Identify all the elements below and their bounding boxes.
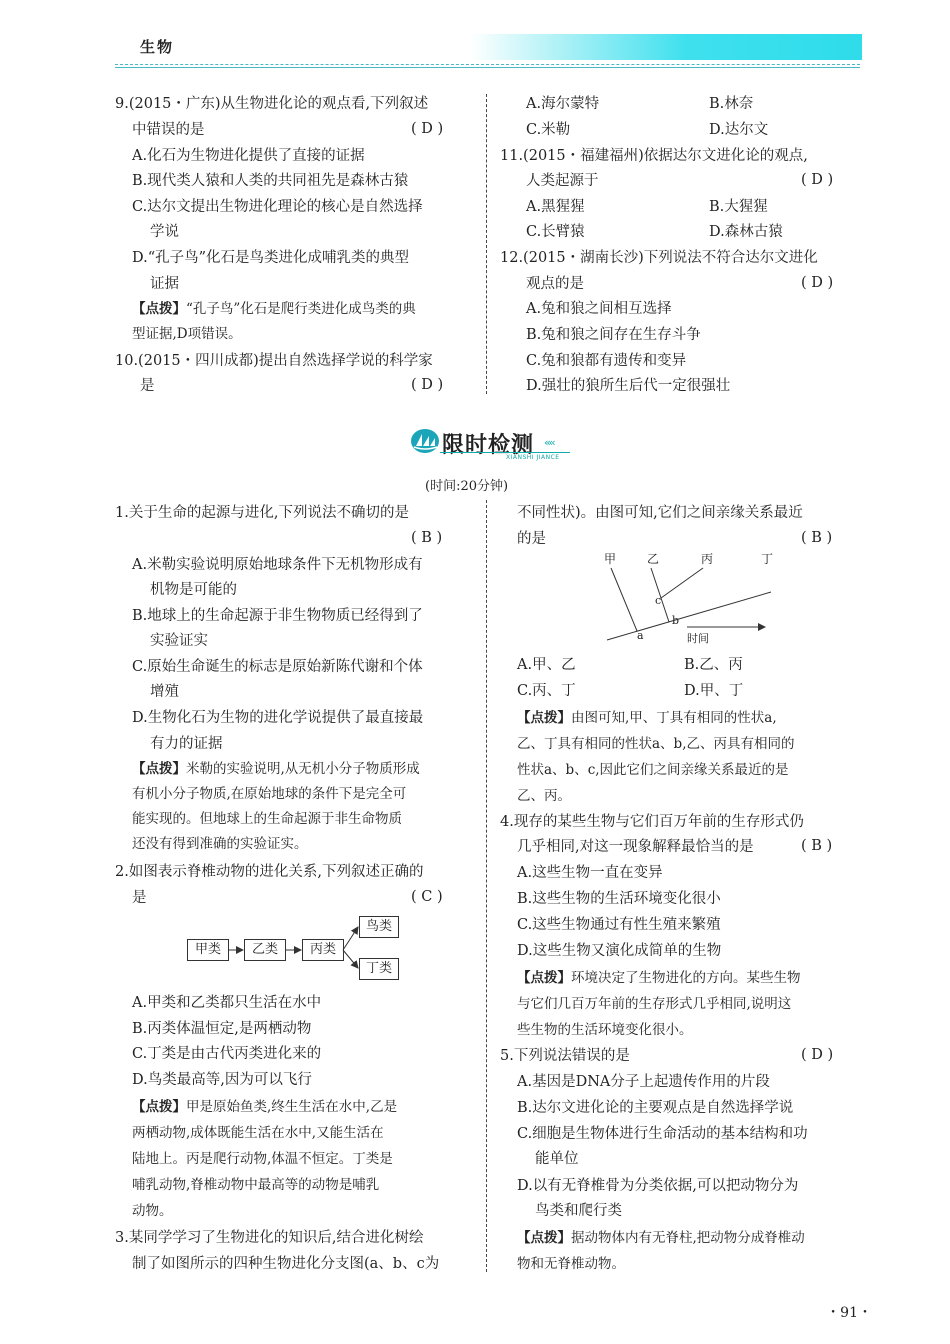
question-9-stem-cont: 中错误的是 <box>132 122 205 138</box>
flow-arrows <box>180 910 410 990</box>
question-9-tip-cont: 型证据,D项错误。 <box>132 326 242 342</box>
q4-tip-3: 些生物的生活环境变化很小。 <box>517 1022 693 1038</box>
time-limit: (时间:20分钟) <box>425 479 509 494</box>
question-9-answer: ( D ) <box>411 121 444 137</box>
q3-option-a: A.甲、乙 <box>517 657 576 673</box>
question-9-option-d-cont: 证据 <box>150 276 179 292</box>
tree-node-a: a <box>637 629 644 642</box>
q2-tip-2: 两栖动物,成体既能生活在水中,又能生活在 <box>132 1125 384 1141</box>
flow-box-niao: 鸟类 <box>359 916 399 938</box>
q3-stem-cont-3: 的是 <box>517 531 546 547</box>
q3-stem-cont-2: 不同性状)。由图可知,它们之间亲缘关系最近 <box>517 505 803 521</box>
subject-title: 生物 <box>140 38 175 56</box>
q2-tip-4: 哺乳动物,脊椎动物中最高等的动物是哺乳 <box>132 1177 380 1193</box>
q3-tip-3: 性状a、b、c,因此它们之间亲缘关系最近的是 <box>517 762 789 778</box>
flow-box-jia: 甲类 <box>187 939 229 961</box>
q3-tip-2: 乙、丁具有相同的性状a、b,乙、丙具有相同的 <box>517 736 795 752</box>
question-9-option-b: B.现代类人猿和人类的共同祖先是森林古猿 <box>132 173 409 189</box>
question-11-option-b: B.大猩猩 <box>709 199 768 215</box>
tree-label-jia: 甲 <box>604 552 617 566</box>
sailboat-logo-icon <box>410 428 440 454</box>
q4-stem: 4.现存的某些生物与它们百万年前的生存形式仍 <box>500 814 804 830</box>
q4-stem-cont: 几乎相同,对这一现象解释最恰当的是 <box>517 839 754 855</box>
question-11-stem: 11.(2015・福建福州)依据达尔文进化论的观点, <box>500 148 808 164</box>
question-12-option-d: D.强壮的狼所生后代一定很强壮 <box>526 378 731 394</box>
question-11-option-d: D.森林古猿 <box>709 224 783 240</box>
question-10-stem-cont: 是 <box>140 378 155 394</box>
flow-box-bing: 丙类 <box>302 939 344 961</box>
question-10-option-a: A.海尔蒙特 <box>526 96 600 112</box>
question-9-tip: 【点拨】“孔子鸟”化石是爬行类进化成鸟类的典 <box>132 301 416 317</box>
q1-option-a-cont: 机物是可能的 <box>150 582 237 598</box>
tip-label: 【点拨】 <box>517 1230 571 1246</box>
tree-node-b: b <box>672 614 680 627</box>
q2-tip: 【点拨】甲是原始鱼类,终生生活在水中,乙是 <box>132 1099 398 1115</box>
q2-option-c: C.丁类是由古代丙类进化来的 <box>132 1046 322 1062</box>
question-12-option-b: B.兔和狼之间存在生存斗争 <box>526 327 701 343</box>
question-12-stem-cont: 观点的是 <box>526 276 584 292</box>
q3-option-d: D.甲、丁 <box>684 683 744 699</box>
question-12-option-a: A.兔和狼之间相互选择 <box>526 301 672 317</box>
q1-tip-3: 能实现的。但地球上的生命起源于非生命物质 <box>132 811 402 827</box>
question-9-option-d: D.“孔子鸟”化石是鸟类进化成哺乳类的典型 <box>132 250 410 266</box>
question-11-answer: ( D ) <box>801 172 834 188</box>
tip-label: 【点拨】 <box>517 970 571 986</box>
q1-option-c: C.原始生命诞生的标志是原始新陈代谢和个体 <box>132 659 423 675</box>
tree-label-ding: 丁 <box>761 552 774 566</box>
q1-tip-2: 有机小分子物质,在原始地球的条件下是完全可 <box>132 786 407 802</box>
question-10-option-b: B.林奈 <box>709 96 754 112</box>
q1-option-b: B.地球上的生命起源于非生物物质已经得到了 <box>132 608 423 624</box>
q1-answer: ( B ) <box>411 530 443 546</box>
header-divider-solid <box>115 67 860 68</box>
q5-tip-2: 物和无脊椎动物。 <box>517 1256 625 1272</box>
question-12-option-c: C.兔和狼都有遗传和变异 <box>526 353 687 369</box>
question-9-option-c-cont: 学说 <box>150 224 179 240</box>
q1-option-c-cont: 增殖 <box>150 684 179 700</box>
question-9-stem: 9.(2015・广东)从生物进化论的观点看,下列叙述 <box>115 96 429 112</box>
q4-answer: ( B ) <box>801 838 833 854</box>
tree-label-yi: 乙 <box>647 552 660 566</box>
q5-stem: 5.下列说法错误的是 <box>500 1048 630 1064</box>
chevrons-icon: ‹‹‹‹ <box>544 436 554 449</box>
tree-node-c: c <box>655 594 662 607</box>
tip-label: 【点拨】 <box>517 710 571 726</box>
q3-answer: ( B ) <box>801 530 833 546</box>
q5-option-d-cont: 鸟类和爬行类 <box>535 1203 622 1219</box>
question-9-option-a: A.化石为生物进化提供了直接的证据 <box>132 148 365 164</box>
tree-branch-bing <box>661 568 703 598</box>
q3-tip-4: 乙、丙。 <box>517 788 571 804</box>
question-10-answer: ( D ) <box>411 377 444 393</box>
q3-option-c: C.丙、丁 <box>517 683 576 699</box>
q2-stem: 2.如图表示脊椎动物的进化关系,下列叙述正确的 <box>115 864 424 880</box>
question-9-option-c: C.达尔文提出生物进化理论的核心是自然选择 <box>132 199 423 215</box>
tree-label-bing: 丙 <box>701 552 714 566</box>
q5-answer: ( D ) <box>801 1047 834 1063</box>
header-divider <box>115 64 860 65</box>
q2-option-b: B.丙类体温恒定,是两栖动物 <box>132 1021 312 1037</box>
question-11-option-c: C.长臂猿 <box>526 224 585 240</box>
tip-label: 【点拨】 <box>132 761 186 777</box>
section-title: 限时检测 <box>442 432 535 458</box>
q1-tip: 【点拨】米勒的实验说明,从无机小分子物质形成 <box>132 761 420 777</box>
question-12-answer: ( D ) <box>801 275 834 291</box>
tip-label: 【点拨】 <box>132 301 186 317</box>
q1-option-d-cont: 有力的证据 <box>150 736 223 752</box>
header-decoration-bar <box>470 34 862 60</box>
q5-option-b: B.达尔文进化论的主要观点是自然选择学说 <box>517 1100 794 1116</box>
tip-label: 【点拨】 <box>132 1099 186 1115</box>
q4-option-d: D.这些生物又演化成简单的生物 <box>517 943 722 959</box>
q2-option-d: D.鸟类最高等,因为可以飞行 <box>132 1072 312 1088</box>
q4-tip-2: 与它们几百万年前的生存形式几乎相同,说明这 <box>517 996 792 1012</box>
q4-option-b: B.这些生物的生活环境变化很小 <box>517 891 721 907</box>
tree-time-label: 时间 <box>687 632 709 644</box>
question-12-stem: 12.(2015・湖南长沙)下列说法不符合达尔文进化 <box>500 250 818 266</box>
flow-box-yi: 乙类 <box>244 939 286 961</box>
q3-stem: 3.某同学学习了生物进化的知识后,结合进化树绘 <box>115 1230 424 1246</box>
q2-option-a: A.甲类和乙类都只生活在水中 <box>132 995 322 1011</box>
column-divider-bottom <box>486 500 487 1272</box>
question-10-option-d: D.达尔文 <box>709 122 769 138</box>
section-heading <box>410 426 570 462</box>
section-pinyin: XIANSHI JIANCE <box>506 454 560 461</box>
q4-option-a: A.这些生物一直在变异 <box>517 865 663 881</box>
flow-box-ding: 丁类 <box>359 958 399 980</box>
question-10-stem: 10.(2015・四川成都)提出自然选择学说的科学家 <box>115 353 433 369</box>
q1-option-d: D.生物化石为生物的进化学说提供了最直接最 <box>132 710 424 726</box>
q2-answer: ( C ) <box>411 889 443 905</box>
page-number: ・91・ <box>826 1305 872 1321</box>
q5-option-c: C.细胞是生物体进行生命活动的基本结构和功 <box>517 1126 808 1142</box>
tree-branch-jia <box>611 568 637 631</box>
q2-tip-3: 陆地上。丙是爬行动物,体温不恒定。丁类是 <box>132 1151 393 1167</box>
q2-tip-5: 动物。 <box>132 1203 173 1219</box>
q1-stem: 1.关于生命的起源与进化,下列说法不确切的是 <box>115 505 409 521</box>
column-divider-top <box>486 94 487 394</box>
q1-tip-4: 还没有得到准确的实验证实。 <box>132 836 308 852</box>
q2-stem-cont: 是 <box>132 890 147 906</box>
question-11-stem-cont: 人类起源于 <box>526 173 599 189</box>
q3-tip: 【点拨】由图可知,甲、丁具有相同的性状a, <box>517 710 777 726</box>
question-11-option-a: A.黑猩猩 <box>526 199 585 215</box>
evolution-tree-diagram <box>595 552 785 644</box>
q3-stem-cont: 制了如图所示的四种生物进化分支图(a、b、c为 <box>132 1256 440 1272</box>
section-title-underline <box>440 452 570 453</box>
q4-option-c: C.这些生物通过有性生殖来繁殖 <box>517 917 721 933</box>
q1-option-b-cont: 实验证实 <box>150 633 208 649</box>
q1-option-a: A.米勒实验说明原始地球条件下无机物形成有 <box>132 557 423 573</box>
q5-option-a: A.基因是DNA分子上起遗传作用的片段 <box>517 1074 770 1090</box>
q5-tip: 【点拨】据动物体内有无脊柱,把动物分成脊椎动 <box>517 1230 805 1246</box>
q5-option-d: D.以有无脊椎骨为分类依据,可以把动物分为 <box>517 1178 799 1194</box>
q5-option-c-cont: 能单位 <box>535 1151 579 1167</box>
q4-tip: 【点拨】环境决定了生物进化的方向。某些生物 <box>517 970 801 986</box>
question-10-option-c: C.米勒 <box>526 122 571 138</box>
q3-option-b: B.乙、丙 <box>684 657 743 673</box>
